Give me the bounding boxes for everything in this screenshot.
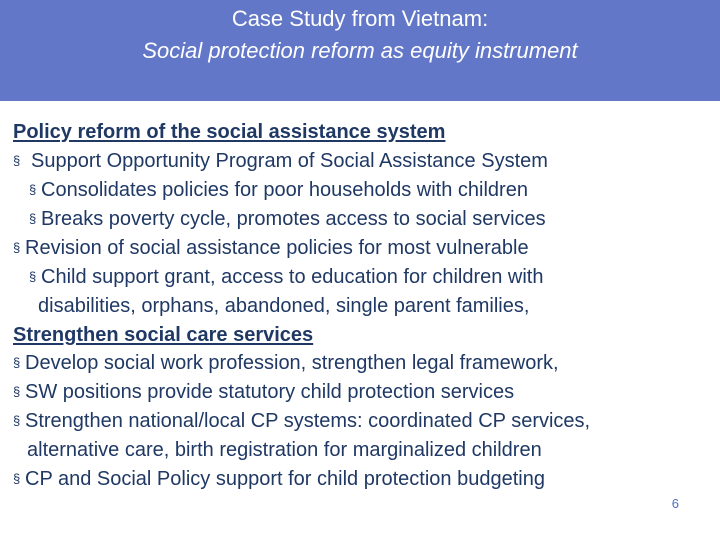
bullet-item-text: Strengthen national/local CP systems: coordinated CP services, [25, 410, 591, 432]
section-heading-social-care: Strengthen social care services [13, 324, 314, 346]
bullet-item-support-opportunity [13, 147, 548, 175]
bullet-item-text: Support Opportunity Program of Social Assistance System [31, 150, 548, 172]
bullet-item-revision [13, 234, 529, 262]
bullet-icon: § [13, 471, 21, 486]
bullet-item-cp-systems [13, 407, 590, 435]
bullet-item-text: Breaks poverty cycle, promotes access to social services [41, 208, 546, 230]
sub-bullet-item-child-support [29, 263, 544, 291]
bullet-item-text: CP and Social Policy support for child protection budgeting [25, 468, 545, 490]
bullet-icon: § [13, 384, 21, 399]
slide-title: Case Study from Vietnam: [231, 6, 489, 31]
title-banner [0, 0, 720, 101]
bullet-item-sw-positions [13, 378, 514, 406]
sub-bullet-item-child-support-continued: disabilities, orphans, abandoned, single parent families, [38, 295, 530, 317]
page-number: 6 [671, 496, 679, 511]
bullet-item-cp-budgeting [13, 465, 545, 493]
bullet-icon: § [29, 211, 37, 226]
bullet-icon: § [13, 355, 21, 370]
bullet-item-text: SW positions provide statutory child protection services [25, 381, 515, 403]
section-heading-policy-reform: Policy reform of the social assistance system [13, 121, 446, 143]
slide-subtitle: Social protection reform as equity instrument [142, 38, 578, 63]
bullet-item-text: Child support grant, access to education for children with [41, 266, 544, 288]
bullet-item-cp-systems-continued: alternative care, birth registration for marginalized children [27, 439, 542, 461]
bullet-icon: § [13, 413, 21, 428]
bullet-icon: § [29, 269, 37, 284]
bullet-icon: § [13, 240, 21, 255]
bullet-icon: § [13, 153, 21, 168]
bullet-item-text: Consolidates policies for poor households with children [41, 179, 528, 201]
bullet-item-social-work [13, 349, 559, 377]
bullet-item-text: Revision of social assistance policies for most vulnerable [25, 237, 529, 259]
bullet-item-text: Develop social work profession, strengthen legal framework, [25, 352, 559, 374]
bullet-icon: § [29, 182, 37, 197]
sub-bullet-item-breaks-poverty [29, 205, 546, 233]
sub-bullet-item-consolidates [29, 176, 528, 204]
